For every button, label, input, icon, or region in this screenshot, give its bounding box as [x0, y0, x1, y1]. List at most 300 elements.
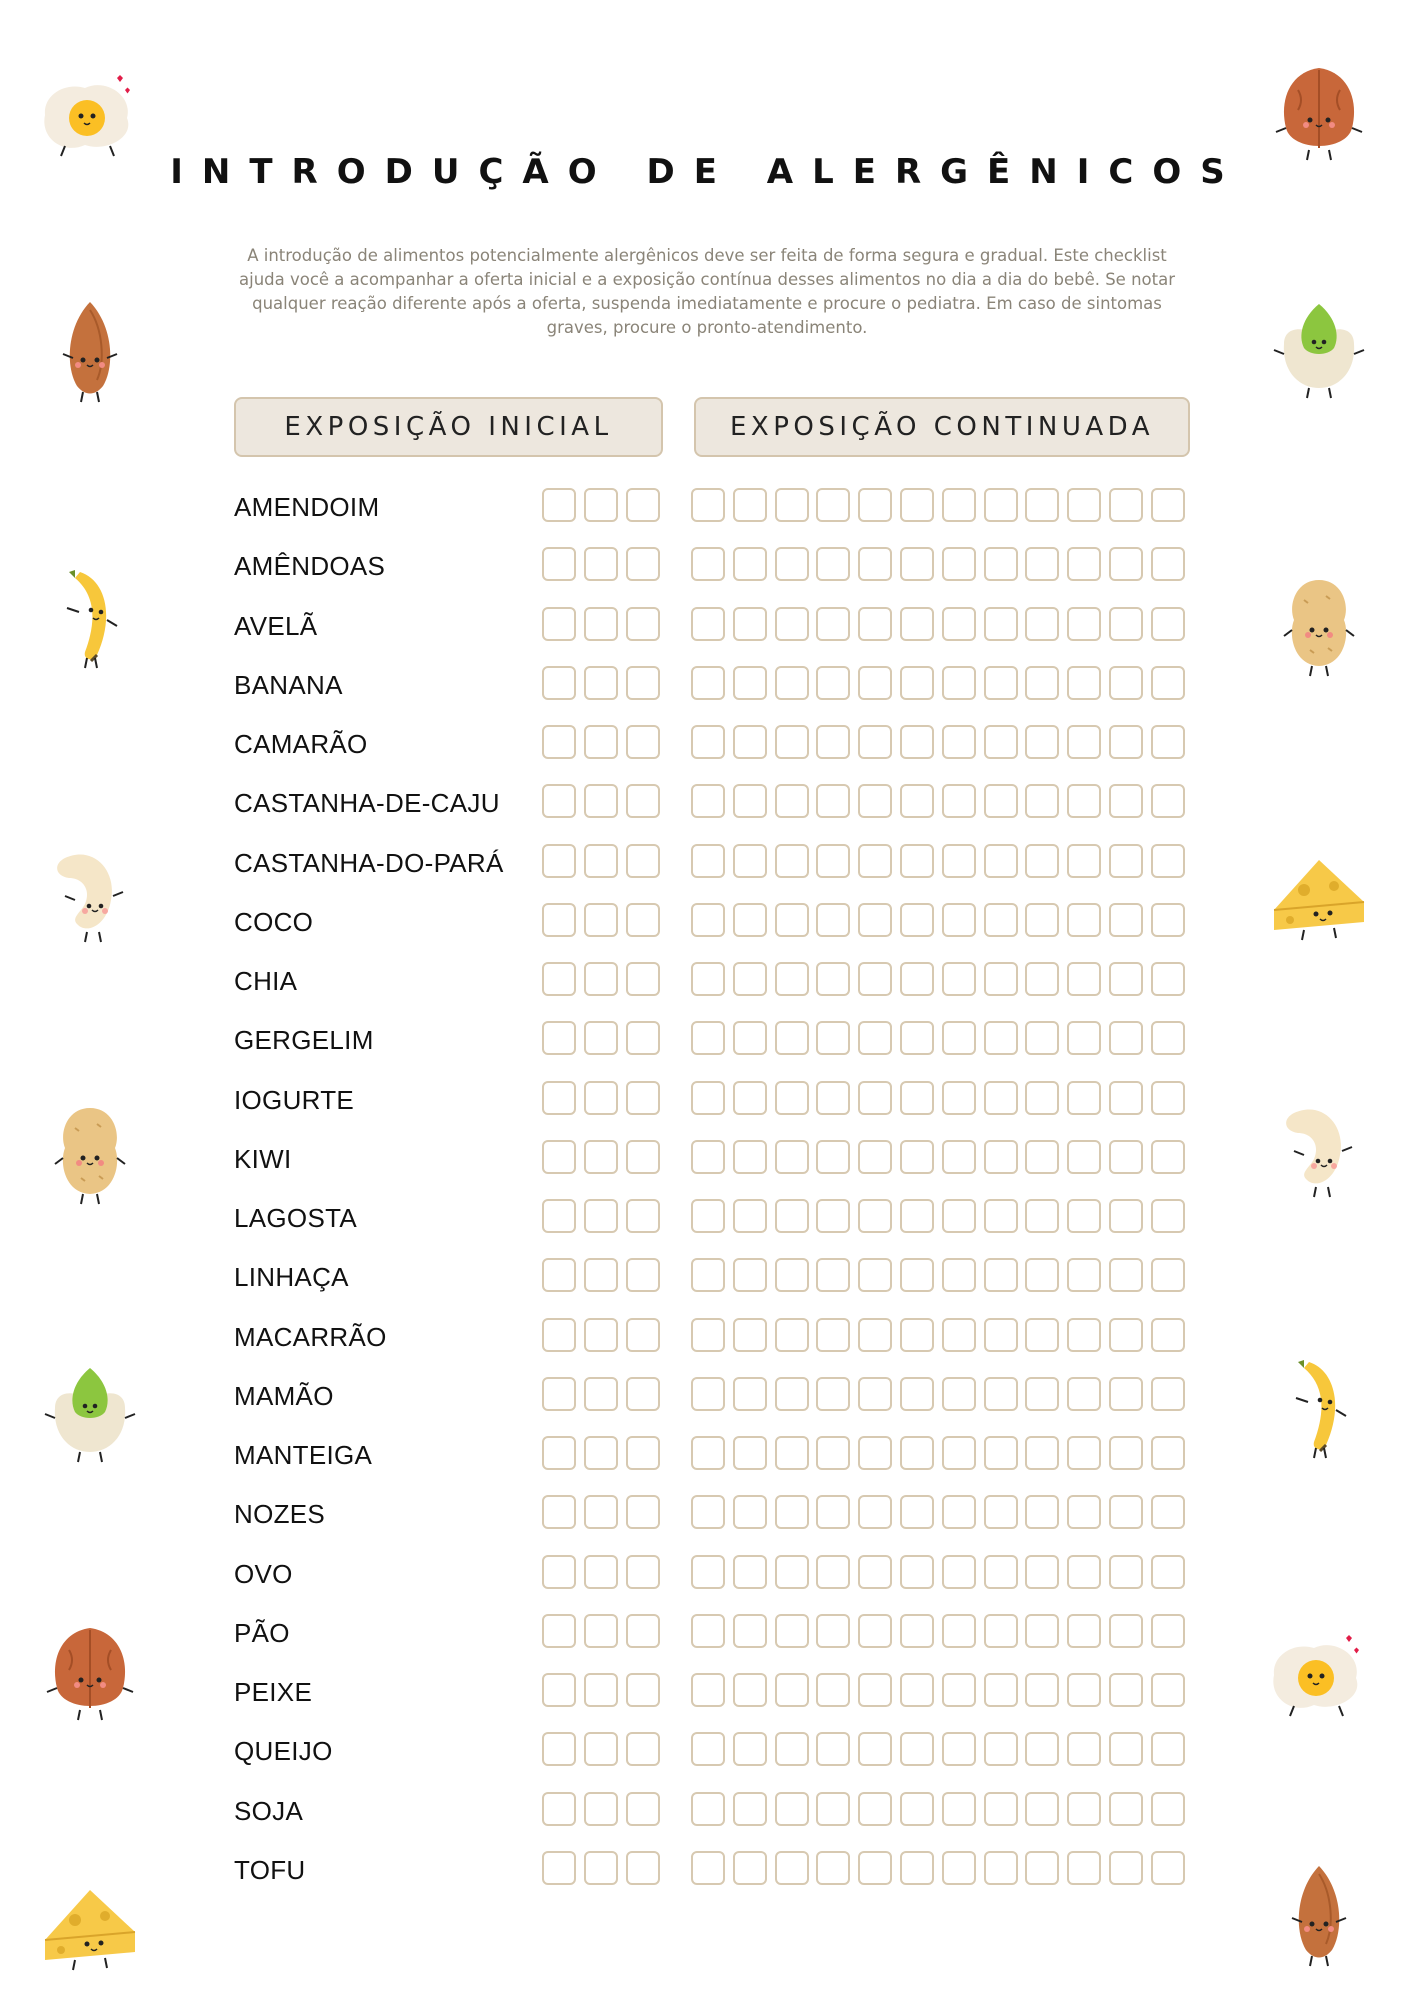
continued-exposure-checkbox[interactable] — [691, 1258, 725, 1292]
continued-exposure-checkbox[interactable] — [984, 488, 1018, 522]
continued-exposure-checkbox[interactable] — [858, 1021, 892, 1055]
continued-exposure-checkbox[interactable] — [1025, 725, 1059, 759]
initial-exposure-checkbox[interactable] — [542, 1851, 576, 1885]
continued-exposure-checkbox[interactable] — [1025, 1436, 1059, 1470]
continued-exposure-checkbox[interactable] — [775, 1021, 809, 1055]
continued-exposure-checkbox[interactable] — [775, 1436, 809, 1470]
continued-exposure-checkbox[interactable] — [691, 1851, 725, 1885]
initial-exposure-checkbox[interactable] — [542, 1614, 576, 1648]
continued-exposure-checkbox[interactable] — [1109, 1021, 1143, 1055]
continued-exposure-checkbox[interactable] — [816, 784, 850, 818]
continued-exposure-checkbox[interactable] — [816, 1851, 850, 1885]
continued-exposure-checkbox[interactable] — [691, 1614, 725, 1648]
continued-exposure-checkbox[interactable] — [691, 1555, 725, 1589]
continued-exposure-checkbox[interactable] — [1151, 1140, 1185, 1174]
continued-exposure-checkbox[interactable] — [1067, 784, 1101, 818]
continued-exposure-checkbox[interactable] — [984, 1673, 1018, 1707]
continued-exposure-checkbox[interactable] — [816, 547, 850, 581]
continued-exposure-checkbox[interactable] — [775, 1555, 809, 1589]
continued-exposure-checkbox[interactable] — [691, 488, 725, 522]
initial-exposure-checkbox[interactable] — [626, 784, 660, 818]
continued-exposure-checkbox[interactable] — [733, 962, 767, 996]
continued-exposure-checkbox[interactable] — [691, 844, 725, 878]
continued-exposure-checkbox[interactable] — [1151, 1792, 1185, 1826]
initial-exposure-checkbox[interactable] — [626, 1140, 660, 1174]
continued-exposure-checkbox[interactable] — [816, 1081, 850, 1115]
continued-exposure-checkbox[interactable] — [858, 784, 892, 818]
continued-exposure-checkbox[interactable] — [691, 1081, 725, 1115]
continued-exposure-checkbox[interactable] — [816, 1792, 850, 1826]
continued-exposure-checkbox[interactable] — [691, 1673, 725, 1707]
continued-exposure-checkbox[interactable] — [1067, 903, 1101, 937]
continued-exposure-checkbox[interactable] — [1025, 1614, 1059, 1648]
continued-exposure-checkbox[interactable] — [900, 1792, 934, 1826]
continued-exposure-checkbox[interactable] — [1067, 1377, 1101, 1411]
continued-exposure-checkbox[interactable] — [984, 1555, 1018, 1589]
continued-exposure-checkbox[interactable] — [1025, 1318, 1059, 1352]
continued-exposure-checkbox[interactable] — [691, 725, 725, 759]
continued-exposure-checkbox[interactable] — [900, 1851, 934, 1885]
continued-exposure-checkbox[interactable] — [942, 1732, 976, 1766]
continued-exposure-checkbox[interactable] — [775, 1318, 809, 1352]
initial-exposure-checkbox[interactable] — [542, 1436, 576, 1470]
continued-exposure-checkbox[interactable] — [1109, 1614, 1143, 1648]
continued-exposure-checkbox[interactable] — [733, 1732, 767, 1766]
continued-exposure-checkbox[interactable] — [900, 1258, 934, 1292]
continued-exposure-checkbox[interactable] — [900, 844, 934, 878]
continued-exposure-checkbox[interactable] — [858, 1258, 892, 1292]
initial-exposure-checkbox[interactable] — [542, 962, 576, 996]
continued-exposure-checkbox[interactable] — [816, 1021, 850, 1055]
continued-exposure-checkbox[interactable] — [1151, 1258, 1185, 1292]
initial-exposure-checkbox[interactable] — [626, 1199, 660, 1233]
continued-exposure-checkbox[interactable] — [858, 725, 892, 759]
continued-exposure-checkbox[interactable] — [942, 488, 976, 522]
continued-exposure-checkbox[interactable] — [858, 1732, 892, 1766]
continued-exposure-checkbox[interactable] — [900, 1021, 934, 1055]
continued-exposure-checkbox[interactable] — [984, 1318, 1018, 1352]
continued-exposure-checkbox[interactable] — [1067, 1792, 1101, 1826]
continued-exposure-checkbox[interactable] — [900, 1555, 934, 1589]
continued-exposure-checkbox[interactable] — [1025, 962, 1059, 996]
initial-exposure-checkbox[interactable] — [626, 1318, 660, 1352]
continued-exposure-checkbox[interactable] — [1151, 784, 1185, 818]
continued-exposure-checkbox[interactable] — [942, 962, 976, 996]
continued-exposure-checkbox[interactable] — [691, 1792, 725, 1826]
continued-exposure-checkbox[interactable] — [1025, 903, 1059, 937]
continued-exposure-checkbox[interactable] — [1109, 607, 1143, 641]
continued-exposure-checkbox[interactable] — [816, 1555, 850, 1589]
continued-exposure-checkbox[interactable] — [733, 1495, 767, 1529]
continued-exposure-checkbox[interactable] — [1109, 784, 1143, 818]
continued-exposure-checkbox[interactable] — [733, 1021, 767, 1055]
continued-exposure-checkbox[interactable] — [858, 844, 892, 878]
continued-exposure-checkbox[interactable] — [1109, 666, 1143, 700]
continued-exposure-checkbox[interactable] — [1109, 725, 1143, 759]
continued-exposure-checkbox[interactable] — [1067, 1851, 1101, 1885]
continued-exposure-checkbox[interactable] — [1151, 1732, 1185, 1766]
continued-exposure-checkbox[interactable] — [858, 1614, 892, 1648]
continued-exposure-checkbox[interactable] — [858, 1318, 892, 1352]
continued-exposure-checkbox[interactable] — [1109, 903, 1143, 937]
continued-exposure-checkbox[interactable] — [691, 1495, 725, 1529]
continued-exposure-checkbox[interactable] — [900, 1140, 934, 1174]
continued-exposure-checkbox[interactable] — [775, 844, 809, 878]
continued-exposure-checkbox[interactable] — [816, 1140, 850, 1174]
continued-exposure-checkbox[interactable] — [1151, 666, 1185, 700]
continued-exposure-checkbox[interactable] — [900, 1614, 934, 1648]
continued-exposure-checkbox[interactable] — [691, 1436, 725, 1470]
continued-exposure-checkbox[interactable] — [733, 844, 767, 878]
continued-exposure-checkbox[interactable] — [1067, 1318, 1101, 1352]
continued-exposure-checkbox[interactable] — [900, 666, 934, 700]
continued-exposure-checkbox[interactable] — [1025, 1673, 1059, 1707]
continued-exposure-checkbox[interactable] — [984, 1792, 1018, 1826]
initial-exposure-checkbox[interactable] — [626, 1555, 660, 1589]
continued-exposure-checkbox[interactable] — [816, 725, 850, 759]
continued-exposure-checkbox[interactable] — [1025, 1258, 1059, 1292]
continued-exposure-checkbox[interactable] — [1151, 903, 1185, 937]
continued-exposure-checkbox[interactable] — [942, 1614, 976, 1648]
continued-exposure-checkbox[interactable] — [984, 1436, 1018, 1470]
initial-exposure-checkbox[interactable] — [542, 1258, 576, 1292]
continued-exposure-checkbox[interactable] — [984, 1614, 1018, 1648]
continued-exposure-checkbox[interactable] — [942, 1140, 976, 1174]
initial-exposure-checkbox[interactable] — [542, 1495, 576, 1529]
continued-exposure-checkbox[interactable] — [1067, 1021, 1101, 1055]
continued-exposure-checkbox[interactable] — [775, 1081, 809, 1115]
continued-exposure-checkbox[interactable] — [816, 666, 850, 700]
continued-exposure-checkbox[interactable] — [1109, 1555, 1143, 1589]
continued-exposure-checkbox[interactable] — [1067, 1555, 1101, 1589]
initial-exposure-checkbox[interactable] — [626, 666, 660, 700]
continued-exposure-checkbox[interactable] — [1109, 547, 1143, 581]
continued-exposure-checkbox[interactable] — [1151, 1614, 1185, 1648]
initial-exposure-checkbox[interactable] — [542, 1377, 576, 1411]
continued-exposure-checkbox[interactable] — [1109, 1673, 1143, 1707]
continued-exposure-checkbox[interactable] — [900, 1436, 934, 1470]
continued-exposure-checkbox[interactable] — [1067, 725, 1101, 759]
continued-exposure-checkbox[interactable] — [984, 666, 1018, 700]
continued-exposure-checkbox[interactable] — [816, 1495, 850, 1529]
initial-exposure-checkbox[interactable] — [542, 1140, 576, 1174]
continued-exposure-checkbox[interactable] — [984, 903, 1018, 937]
continued-exposure-checkbox[interactable] — [775, 903, 809, 937]
initial-exposure-checkbox[interactable] — [584, 903, 618, 937]
continued-exposure-checkbox[interactable] — [1025, 666, 1059, 700]
continued-exposure-checkbox[interactable] — [1067, 844, 1101, 878]
continued-exposure-checkbox[interactable] — [942, 1555, 976, 1589]
continued-exposure-checkbox[interactable] — [900, 784, 934, 818]
initial-exposure-checkbox[interactable] — [584, 1792, 618, 1826]
continued-exposure-checkbox[interactable] — [691, 784, 725, 818]
initial-exposure-checkbox[interactable] — [584, 1021, 618, 1055]
continued-exposure-checkbox[interactable] — [816, 1318, 850, 1352]
continued-exposure-checkbox[interactable] — [733, 1436, 767, 1470]
continued-exposure-checkbox[interactable] — [984, 1140, 1018, 1174]
initial-exposure-checkbox[interactable] — [584, 1436, 618, 1470]
continued-exposure-checkbox[interactable] — [775, 666, 809, 700]
continued-exposure-checkbox[interactable] — [858, 903, 892, 937]
continued-exposure-checkbox[interactable] — [1109, 488, 1143, 522]
continued-exposure-checkbox[interactable] — [984, 962, 1018, 996]
continued-exposure-checkbox[interactable] — [1025, 1081, 1059, 1115]
continued-exposure-checkbox[interactable] — [942, 903, 976, 937]
continued-exposure-checkbox[interactable] — [1109, 1436, 1143, 1470]
continued-exposure-checkbox[interactable] — [816, 1377, 850, 1411]
continued-exposure-checkbox[interactable] — [1067, 488, 1101, 522]
continued-exposure-checkbox[interactable] — [900, 1673, 934, 1707]
initial-exposure-checkbox[interactable] — [626, 1258, 660, 1292]
continued-exposure-checkbox[interactable] — [1025, 1792, 1059, 1826]
continued-exposure-checkbox[interactable] — [858, 1673, 892, 1707]
initial-exposure-checkbox[interactable] — [626, 1732, 660, 1766]
initial-exposure-checkbox[interactable] — [542, 725, 576, 759]
continued-exposure-checkbox[interactable] — [984, 547, 1018, 581]
continued-exposure-checkbox[interactable] — [733, 666, 767, 700]
continued-exposure-checkbox[interactable] — [1151, 488, 1185, 522]
continued-exposure-checkbox[interactable] — [691, 903, 725, 937]
continued-exposure-checkbox[interactable] — [984, 1495, 1018, 1529]
continued-exposure-checkbox[interactable] — [775, 547, 809, 581]
initial-exposure-checkbox[interactable] — [542, 844, 576, 878]
continued-exposure-checkbox[interactable] — [858, 547, 892, 581]
continued-exposure-checkbox[interactable] — [900, 547, 934, 581]
continued-exposure-checkbox[interactable] — [816, 903, 850, 937]
continued-exposure-checkbox[interactable] — [733, 1258, 767, 1292]
initial-exposure-checkbox[interactable] — [542, 488, 576, 522]
continued-exposure-checkbox[interactable] — [1109, 1377, 1143, 1411]
continued-exposure-checkbox[interactable] — [1067, 1140, 1101, 1174]
initial-exposure-checkbox[interactable] — [584, 1555, 618, 1589]
continued-exposure-checkbox[interactable] — [775, 1495, 809, 1529]
continued-exposure-checkbox[interactable] — [775, 1851, 809, 1885]
continued-exposure-checkbox[interactable] — [900, 962, 934, 996]
initial-exposure-checkbox[interactable] — [626, 1436, 660, 1470]
continued-exposure-checkbox[interactable] — [733, 784, 767, 818]
continued-exposure-checkbox[interactable] — [1151, 1495, 1185, 1529]
continued-exposure-checkbox[interactable] — [691, 962, 725, 996]
continued-exposure-checkbox[interactable] — [858, 666, 892, 700]
continued-exposure-checkbox[interactable] — [1109, 1140, 1143, 1174]
continued-exposure-checkbox[interactable] — [1025, 547, 1059, 581]
continued-exposure-checkbox[interactable] — [733, 903, 767, 937]
continued-exposure-checkbox[interactable] — [1151, 547, 1185, 581]
continued-exposure-checkbox[interactable] — [1151, 1377, 1185, 1411]
continued-exposure-checkbox[interactable] — [942, 1318, 976, 1352]
continued-exposure-checkbox[interactable] — [1067, 1614, 1101, 1648]
continued-exposure-checkbox[interactable] — [1067, 1436, 1101, 1470]
continued-exposure-checkbox[interactable] — [1151, 1436, 1185, 1470]
continued-exposure-checkbox[interactable] — [984, 844, 1018, 878]
continued-exposure-checkbox[interactable] — [942, 1021, 976, 1055]
continued-exposure-checkbox[interactable] — [942, 1673, 976, 1707]
continued-exposure-checkbox[interactable] — [733, 1199, 767, 1233]
continued-exposure-checkbox[interactable] — [816, 1436, 850, 1470]
continued-exposure-checkbox[interactable] — [733, 547, 767, 581]
continued-exposure-checkbox[interactable] — [1025, 1140, 1059, 1174]
continued-exposure-checkbox[interactable] — [733, 1555, 767, 1589]
initial-exposure-checkbox[interactable] — [584, 1081, 618, 1115]
continued-exposure-checkbox[interactable] — [775, 488, 809, 522]
initial-exposure-checkbox[interactable] — [584, 1673, 618, 1707]
continued-exposure-checkbox[interactable] — [984, 1021, 1018, 1055]
initial-exposure-checkbox[interactable] — [626, 725, 660, 759]
continued-exposure-checkbox[interactable] — [1151, 725, 1185, 759]
continued-exposure-checkbox[interactable] — [984, 1199, 1018, 1233]
continued-exposure-checkbox[interactable] — [1109, 1851, 1143, 1885]
initial-exposure-checkbox[interactable] — [542, 1792, 576, 1826]
continued-exposure-checkbox[interactable] — [1025, 488, 1059, 522]
continued-exposure-checkbox[interactable] — [1067, 607, 1101, 641]
continued-exposure-checkbox[interactable] — [775, 1673, 809, 1707]
initial-exposure-checkbox[interactable] — [542, 1199, 576, 1233]
continued-exposure-checkbox[interactable] — [1151, 607, 1185, 641]
continued-exposure-checkbox[interactable] — [775, 784, 809, 818]
continued-exposure-checkbox[interactable] — [733, 1140, 767, 1174]
continued-exposure-checkbox[interactable] — [942, 1436, 976, 1470]
continued-exposure-checkbox[interactable] — [942, 666, 976, 700]
continued-exposure-checkbox[interactable] — [691, 607, 725, 641]
continued-exposure-checkbox[interactable] — [1067, 1732, 1101, 1766]
continued-exposure-checkbox[interactable] — [984, 1258, 1018, 1292]
continued-exposure-checkbox[interactable] — [1067, 962, 1101, 996]
initial-exposure-checkbox[interactable] — [542, 1021, 576, 1055]
continued-exposure-checkbox[interactable] — [1025, 1732, 1059, 1766]
continued-exposure-checkbox[interactable] — [1025, 1377, 1059, 1411]
initial-exposure-checkbox[interactable] — [542, 547, 576, 581]
continued-exposure-checkbox[interactable] — [900, 725, 934, 759]
initial-exposure-checkbox[interactable] — [626, 1021, 660, 1055]
continued-exposure-checkbox[interactable] — [733, 725, 767, 759]
initial-exposure-checkbox[interactable] — [542, 903, 576, 937]
continued-exposure-checkbox[interactable] — [900, 1377, 934, 1411]
initial-exposure-checkbox[interactable] — [626, 1495, 660, 1529]
continued-exposure-checkbox[interactable] — [775, 607, 809, 641]
continued-exposure-checkbox[interactable] — [775, 1614, 809, 1648]
initial-exposure-checkbox[interactable] — [584, 1318, 618, 1352]
continued-exposure-checkbox[interactable] — [1067, 1199, 1101, 1233]
continued-exposure-checkbox[interactable] — [942, 1081, 976, 1115]
continued-exposure-checkbox[interactable] — [775, 1140, 809, 1174]
continued-exposure-checkbox[interactable] — [942, 844, 976, 878]
initial-exposure-checkbox[interactable] — [584, 1614, 618, 1648]
continued-exposure-checkbox[interactable] — [691, 1021, 725, 1055]
continued-exposure-checkbox[interactable] — [942, 1377, 976, 1411]
initial-exposure-checkbox[interactable] — [584, 1732, 618, 1766]
continued-exposure-checkbox[interactable] — [984, 1851, 1018, 1885]
initial-exposure-checkbox[interactable] — [584, 1140, 618, 1174]
initial-exposure-checkbox[interactable] — [626, 962, 660, 996]
continued-exposure-checkbox[interactable] — [1109, 844, 1143, 878]
continued-exposure-checkbox[interactable] — [984, 607, 1018, 641]
continued-exposure-checkbox[interactable] — [1025, 1495, 1059, 1529]
continued-exposure-checkbox[interactable] — [1151, 1199, 1185, 1233]
initial-exposure-checkbox[interactable] — [542, 784, 576, 818]
initial-exposure-checkbox[interactable] — [626, 903, 660, 937]
initial-exposure-checkbox[interactable] — [542, 1555, 576, 1589]
continued-exposure-checkbox[interactable] — [733, 607, 767, 641]
continued-exposure-checkbox[interactable] — [984, 1377, 1018, 1411]
continued-exposure-checkbox[interactable] — [691, 1732, 725, 1766]
initial-exposure-checkbox[interactable] — [626, 488, 660, 522]
continued-exposure-checkbox[interactable] — [1109, 962, 1143, 996]
continued-exposure-checkbox[interactable] — [1109, 1199, 1143, 1233]
initial-exposure-checkbox[interactable] — [542, 666, 576, 700]
continued-exposure-checkbox[interactable] — [733, 1673, 767, 1707]
initial-exposure-checkbox[interactable] — [584, 962, 618, 996]
continued-exposure-checkbox[interactable] — [1025, 607, 1059, 641]
continued-exposure-checkbox[interactable] — [942, 784, 976, 818]
continued-exposure-checkbox[interactable] — [1109, 1732, 1143, 1766]
continued-exposure-checkbox[interactable] — [816, 1732, 850, 1766]
continued-exposure-checkbox[interactable] — [691, 547, 725, 581]
continued-exposure-checkbox[interactable] — [1025, 844, 1059, 878]
continued-exposure-checkbox[interactable] — [733, 1081, 767, 1115]
continued-exposure-checkbox[interactable] — [775, 1377, 809, 1411]
initial-exposure-checkbox[interactable] — [584, 1851, 618, 1885]
continued-exposure-checkbox[interactable] — [858, 962, 892, 996]
continued-exposure-checkbox[interactable] — [733, 1614, 767, 1648]
initial-exposure-checkbox[interactable] — [584, 844, 618, 878]
continued-exposure-checkbox[interactable] — [942, 1199, 976, 1233]
continued-exposure-checkbox[interactable] — [1067, 666, 1101, 700]
continued-exposure-checkbox[interactable] — [775, 1792, 809, 1826]
initial-exposure-checkbox[interactable] — [542, 1318, 576, 1352]
continued-exposure-checkbox[interactable] — [942, 1495, 976, 1529]
continued-exposure-checkbox[interactable] — [942, 725, 976, 759]
initial-exposure-checkbox[interactable] — [584, 488, 618, 522]
continued-exposure-checkbox[interactable] — [984, 784, 1018, 818]
continued-exposure-checkbox[interactable] — [858, 1140, 892, 1174]
initial-exposure-checkbox[interactable] — [626, 1377, 660, 1411]
continued-exposure-checkbox[interactable] — [816, 962, 850, 996]
continued-exposure-checkbox[interactable] — [1025, 1199, 1059, 1233]
continued-exposure-checkbox[interactable] — [1151, 1021, 1185, 1055]
continued-exposure-checkbox[interactable] — [858, 607, 892, 641]
initial-exposure-checkbox[interactable] — [584, 607, 618, 641]
continued-exposure-checkbox[interactable] — [984, 725, 1018, 759]
continued-exposure-checkbox[interactable] — [858, 1081, 892, 1115]
continued-exposure-checkbox[interactable] — [816, 844, 850, 878]
initial-exposure-checkbox[interactable] — [626, 1614, 660, 1648]
initial-exposure-checkbox[interactable] — [584, 1495, 618, 1529]
continued-exposure-checkbox[interactable] — [733, 1851, 767, 1885]
initial-exposure-checkbox[interactable] — [584, 1377, 618, 1411]
continued-exposure-checkbox[interactable] — [1067, 1673, 1101, 1707]
continued-exposure-checkbox[interactable] — [733, 1377, 767, 1411]
continued-exposure-checkbox[interactable] — [1109, 1318, 1143, 1352]
continued-exposure-checkbox[interactable] — [858, 1851, 892, 1885]
initial-exposure-checkbox[interactable] — [626, 1081, 660, 1115]
continued-exposure-checkbox[interactable] — [984, 1732, 1018, 1766]
initial-exposure-checkbox[interactable] — [542, 1081, 576, 1115]
continued-exposure-checkbox[interactable] — [1067, 1258, 1101, 1292]
initial-exposure-checkbox[interactable] — [584, 725, 618, 759]
continued-exposure-checkbox[interactable] — [691, 1140, 725, 1174]
continued-exposure-checkbox[interactable] — [1067, 547, 1101, 581]
continued-exposure-checkbox[interactable] — [1151, 1673, 1185, 1707]
continued-exposure-checkbox[interactable] — [1151, 844, 1185, 878]
continued-exposure-checkbox[interactable] — [816, 488, 850, 522]
continued-exposure-checkbox[interactable] — [858, 1377, 892, 1411]
continued-exposure-checkbox[interactable] — [858, 1199, 892, 1233]
continued-exposure-checkbox[interactable] — [858, 1436, 892, 1470]
continued-exposure-checkbox[interactable] — [942, 607, 976, 641]
continued-exposure-checkbox[interactable] — [900, 1732, 934, 1766]
continued-exposure-checkbox[interactable] — [1109, 1495, 1143, 1529]
continued-exposure-checkbox[interactable] — [1151, 1851, 1185, 1885]
